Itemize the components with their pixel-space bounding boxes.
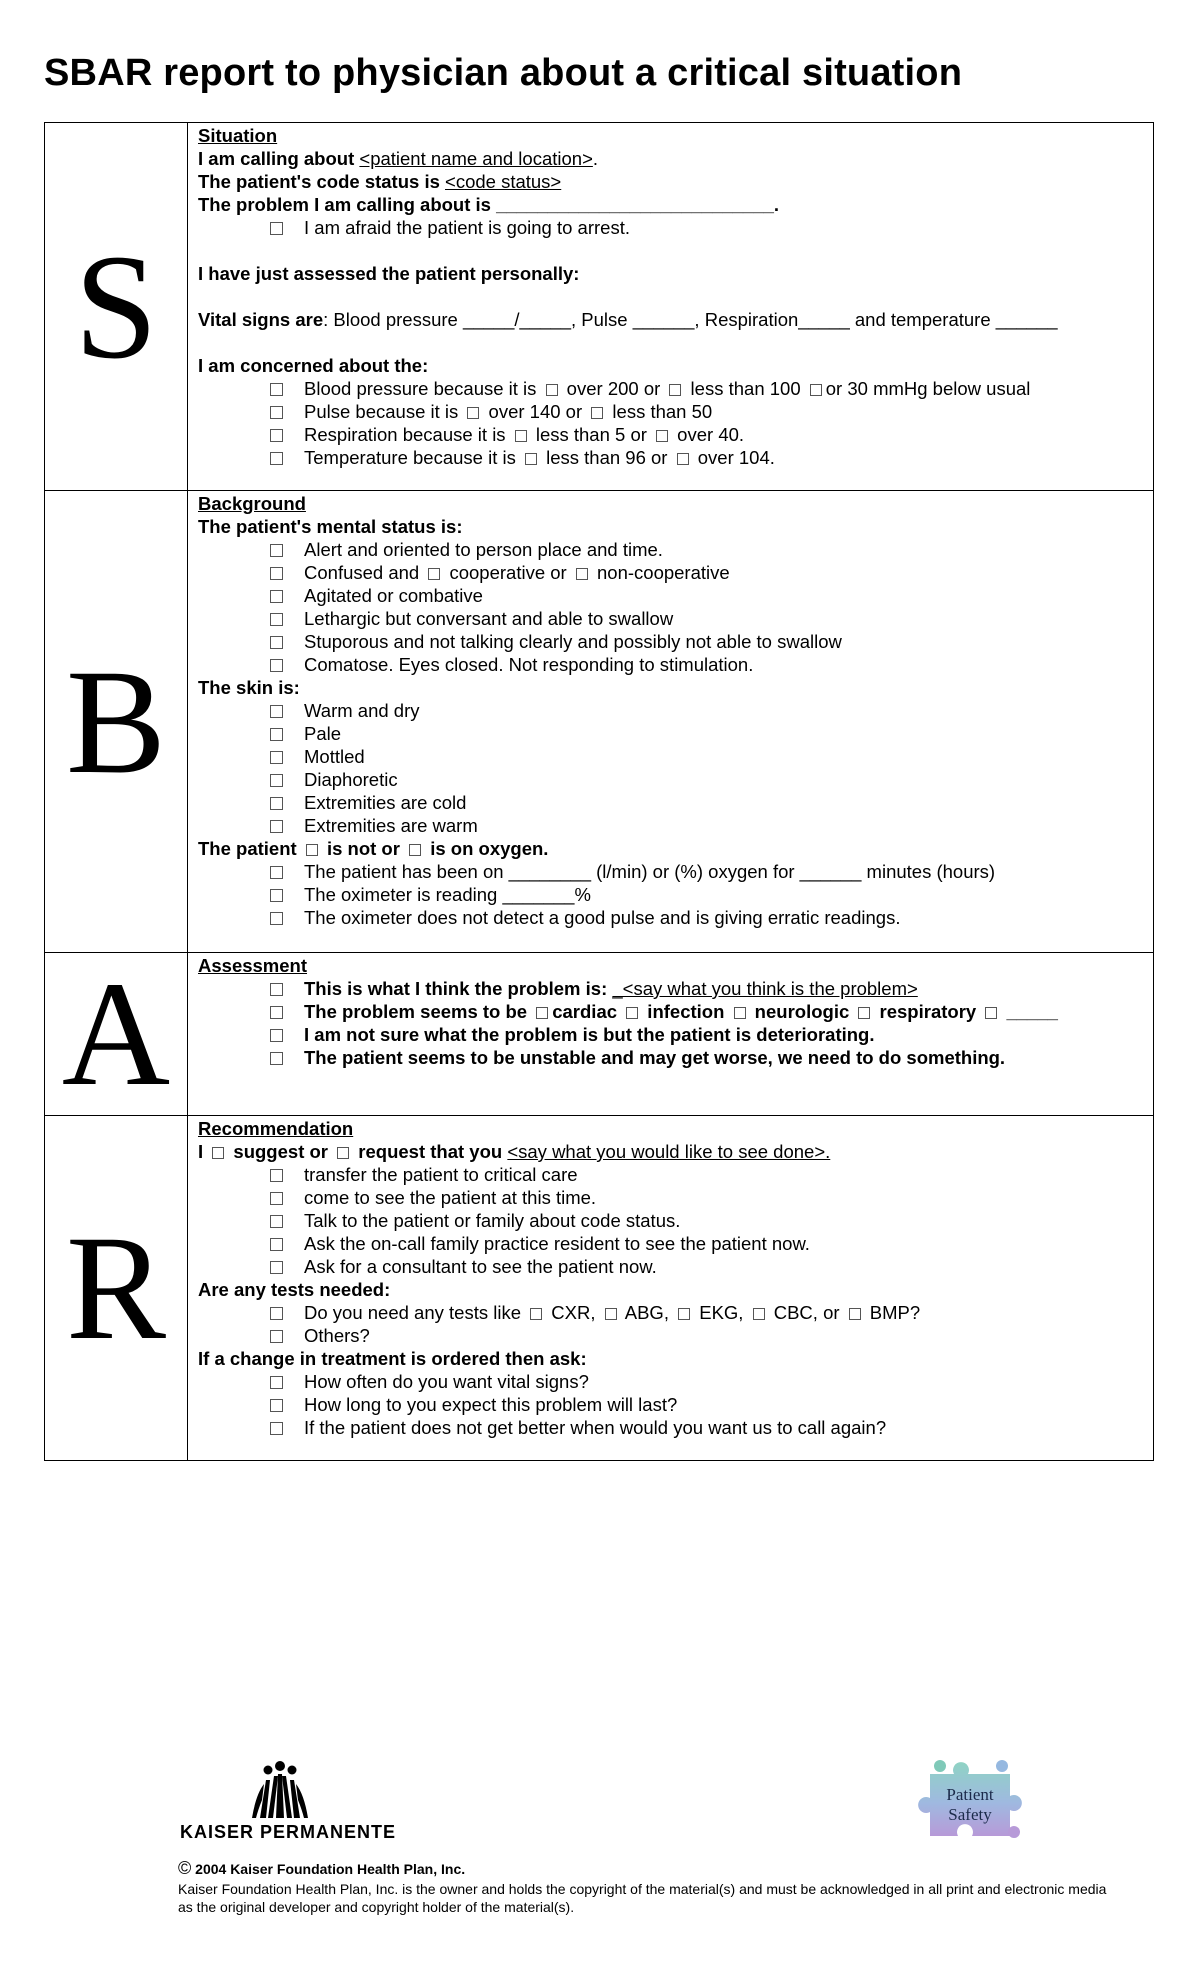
list-item[interactable]: Others?: [198, 1324, 1143, 1347]
list-item[interactable]: come to see the patient at this time.: [198, 1186, 1143, 1209]
list-item[interactable]: Do you need any tests like CXR, ABG, EKG, CBC, or BMP?: [198, 1301, 1143, 1324]
list-item[interactable]: Talk to the patient or family about code status.: [198, 1209, 1143, 1232]
checkbox[interactable]: [270, 1376, 283, 1389]
situation-section: [188, 123, 1154, 491]
letter-s: S: [45, 123, 188, 491]
checkbox[interactable]: [270, 636, 283, 649]
checkbox[interactable]: [428, 568, 440, 580]
list-item[interactable]: Temperature because it is less than 96 or over 104.: [198, 446, 1143, 469]
list-item[interactable]: This is what I think the problem is: _<say what you think is the problem>: [198, 977, 1143, 1000]
checkbox[interactable]: [270, 544, 283, 557]
checkbox[interactable]: [270, 222, 283, 235]
oxygen-line: The patient is not or is on oxygen.: [198, 838, 549, 859]
checkbox[interactable]: [270, 406, 283, 419]
list-item[interactable]: I am not sure what the problem is but the patient is deteriorating.: [198, 1023, 1143, 1046]
list-item[interactable]: Confused and cooperative or non-cooperative: [198, 561, 1143, 584]
section-heading: Background: [198, 493, 306, 514]
recommendation-section: [188, 1116, 1154, 1461]
section-heading: Situation: [198, 125, 278, 146]
patient-safety-logo-icon: [910, 1752, 1030, 1852]
checkbox[interactable]: [270, 705, 283, 718]
checkbox[interactable]: [677, 453, 689, 465]
checkbox[interactable]: [656, 430, 668, 442]
list-item[interactable]: Ask for a consultant to see the patient now.: [198, 1255, 1143, 1278]
checkbox[interactable]: [270, 774, 283, 787]
checkbox[interactable]: [306, 844, 318, 856]
checkbox[interactable]: [576, 568, 588, 580]
checkbox[interactable]: [810, 384, 822, 396]
list-item[interactable]: Pulse because it is over 140 or less than 50: [198, 400, 1143, 423]
problem-line: The problem I am calling about is ___________________________.: [198, 194, 780, 215]
checkbox[interactable]: [270, 1422, 283, 1435]
section-heading: Assessment: [198, 955, 308, 976]
checkbox[interactable]: [270, 1330, 283, 1343]
list-item[interactable]: The patient seems to be unstable and may get worse, we need to do something.: [198, 1046, 1143, 1069]
checkbox[interactable]: [270, 1029, 283, 1042]
checkbox[interactable]: [753, 1308, 765, 1320]
kaiser-permanente-wordmark: KAISER PERMANENTE: [180, 1822, 397, 1842]
list-item[interactable]: Pale: [198, 722, 1143, 745]
checkbox[interactable]: [337, 1147, 349, 1159]
checkbox[interactable]: [858, 1007, 870, 1019]
list-item[interactable]: transfer the patient to critical care: [198, 1163, 1143, 1186]
list-item[interactable]: Extremities are cold: [198, 791, 1143, 814]
list-item[interactable]: The oximeter is reading _______%: [198, 883, 1143, 906]
page-title: SBAR report to physician about a critical situation: [44, 52, 963, 94]
checkbox[interactable]: [270, 912, 283, 925]
checkbox[interactable]: [270, 613, 283, 626]
list-item[interactable]: Comatose. Eyes closed. Not responding to stimulation.: [198, 653, 1143, 676]
list-item[interactable]: Agitated or combative: [198, 584, 1143, 607]
checkbox[interactable]: [546, 384, 558, 396]
list-item[interactable]: The patient has been on ________ (l/min) or (%) oxygen for ______ minutes (hours): [198, 860, 1143, 883]
code-status-line: The patient's code status is <code status>: [198, 171, 562, 192]
list-item[interactable]: Diaphoretic: [198, 768, 1143, 791]
list-item[interactable]: Stuporous and not talking clearly and possibly not able to swallow: [198, 630, 1143, 653]
checkbox[interactable]: [270, 1215, 283, 1228]
checkbox[interactable]: [270, 1169, 283, 1182]
background-row: [45, 491, 1154, 953]
checkbox[interactable]: [270, 866, 283, 879]
tests-label: Are any tests needed:: [198, 1279, 391, 1300]
checkbox[interactable]: [270, 1052, 283, 1065]
checkbox[interactable]: [605, 1308, 617, 1320]
skin-label: The skin is:: [198, 677, 300, 698]
list-item[interactable]: I am afraid the patient is going to arrest.: [198, 216, 1143, 239]
list-item[interactable]: How long to you expect this problem will last?: [198, 1393, 1143, 1416]
list-item[interactable]: Warm and dry: [198, 699, 1143, 722]
checkbox[interactable]: [536, 1007, 548, 1019]
checkbox[interactable]: [270, 797, 283, 810]
checkbox[interactable]: [530, 1308, 542, 1320]
concerned-label: I am concerned about the:: [198, 355, 429, 376]
checkbox[interactable]: [734, 1007, 746, 1019]
letter-b: B: [45, 491, 188, 953]
letter-r: R: [45, 1116, 188, 1461]
checkbox[interactable]: [669, 384, 681, 396]
checkbox[interactable]: [270, 1307, 283, 1320]
checkbox[interactable]: [626, 1007, 638, 1019]
checkbox[interactable]: [270, 1006, 283, 1019]
list-item[interactable]: Extremities are warm: [198, 814, 1143, 837]
checkbox[interactable]: [985, 1007, 997, 1019]
list-item[interactable]: Alert and oriented to person place and time.: [198, 538, 1143, 561]
checkbox[interactable]: [591, 407, 603, 419]
checkbox[interactable]: [270, 659, 283, 672]
copyright-line: © 2004 Kaiser Foundation Health Plan, Inc.: [178, 1858, 466, 1878]
checkbox[interactable]: [270, 1399, 283, 1412]
checkbox[interactable]: [849, 1308, 861, 1320]
checkbox[interactable]: [525, 453, 537, 465]
checkbox[interactable]: [270, 983, 283, 996]
checkbox[interactable]: [270, 820, 283, 833]
checkbox[interactable]: [270, 590, 283, 603]
list-item[interactable]: Ask the on-call family practice resident to see the patient now.: [198, 1232, 1143, 1255]
list-item[interactable]: How often do you want vital signs?: [198, 1370, 1143, 1393]
mental-status-label: The patient's mental status is:: [198, 516, 463, 537]
request-line: I suggest or request that you <say what you would like to see done>.: [198, 1141, 831, 1162]
patient-safety-line2: Safety: [948, 1805, 992, 1824]
list-item[interactable]: Respiration because it is less than 5 or over 40.: [198, 423, 1143, 446]
change-label: If a change in treatment is ordered then ask:: [198, 1348, 587, 1369]
checkbox[interactable]: [212, 1147, 224, 1159]
letter-a: A: [45, 953, 188, 1116]
vital-signs-line: Vital signs are: Blood pressure _____/_____, Pulse ______, Respiration_____ and temperature ______: [198, 309, 1058, 330]
checkbox[interactable]: [270, 1261, 283, 1274]
background-section: [188, 491, 1154, 953]
list-item[interactable]: The oximeter does not detect a good pulse and is giving erratic readings.: [198, 906, 1143, 929]
checkbox[interactable]: [270, 567, 283, 580]
checkbox[interactable]: [270, 728, 283, 741]
legal-notice: Kaiser Foundation Health Plan, Inc. is the owner and holds the copyright of the material(s) and must be acknowledged in all print and electronic media as the original developer and copyright holder of the material(s).: [178, 1881, 1107, 1915]
list-item[interactable]: Blood pressure because it is over 200 or less than 100 or 30 mmHg below usual: [198, 377, 1143, 400]
list-item[interactable]: Lethargic but conversant and able to swallow: [198, 607, 1143, 630]
checkbox[interactable]: [467, 407, 479, 419]
calling-line: I am calling about <patient name and location>.: [198, 148, 599, 169]
recommendation-row: [45, 1116, 1154, 1461]
checkbox[interactable]: [270, 751, 283, 764]
list-item[interactable]: If the patient does not get better when would you want us to call again?: [198, 1416, 1143, 1439]
patient-safety-line1: Patient: [946, 1785, 994, 1804]
list-item[interactable]: The problem seems to be cardiac infection neurologic respiratory _____: [198, 1000, 1143, 1023]
checkbox[interactable]: [409, 844, 421, 856]
situation-row: [45, 123, 1154, 491]
checkbox[interactable]: [270, 889, 283, 902]
section-heading: Recommendation: [198, 1118, 354, 1139]
sbar-table: [44, 122, 1154, 1461]
checkbox[interactable]: [270, 1238, 283, 1251]
checkbox[interactable]: [270, 383, 283, 396]
checkbox[interactable]: [515, 430, 527, 442]
list-item[interactable]: Mottled: [198, 745, 1143, 768]
checkbox[interactable]: [270, 429, 283, 442]
checkbox[interactable]: [270, 452, 283, 465]
checkbox[interactable]: [678, 1308, 690, 1320]
checkbox[interactable]: [270, 1192, 283, 1205]
assessed-line: I have just assessed the patient personally:: [198, 263, 580, 284]
assessment-row: [45, 953, 1154, 1116]
assessment-section: [188, 953, 1154, 1116]
